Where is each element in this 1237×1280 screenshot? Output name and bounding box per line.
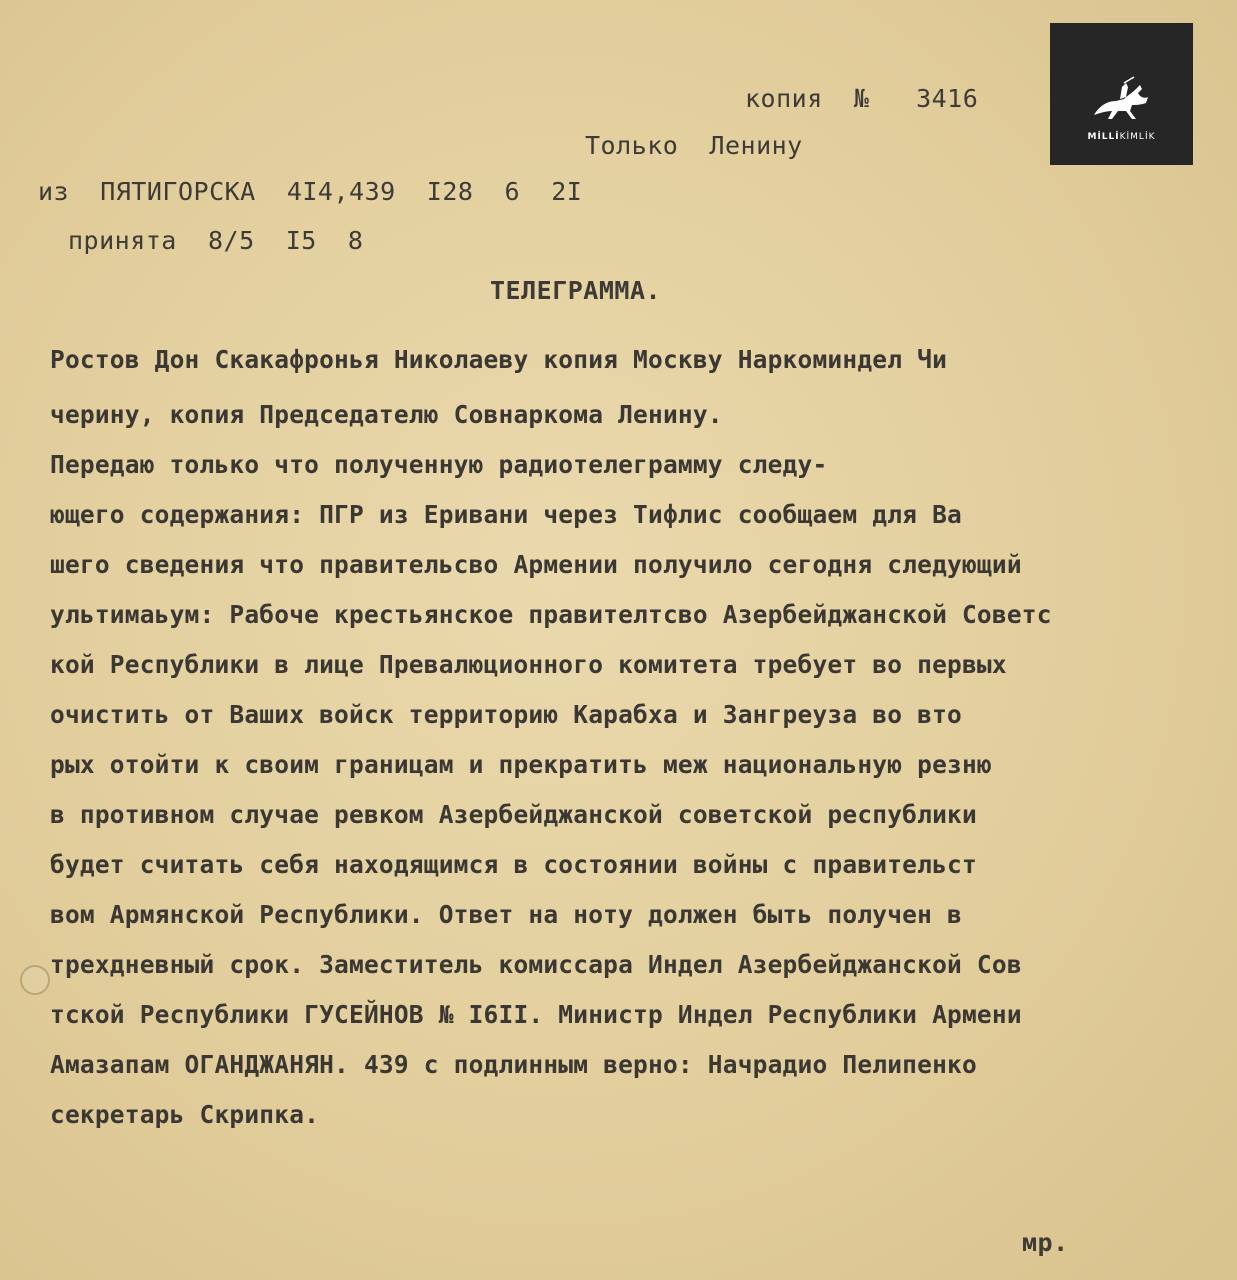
- body-line: Ростов Дон Скакафронья Николаеву копия Москву Наркоминдел Чи: [50, 345, 948, 374]
- body-line: кой Республики в лице Превалюционного комитета требует во первых: [50, 650, 1007, 679]
- body-line: рых отойти к своим границам и прекратить меж национальную резню: [50, 750, 992, 779]
- body-line: шего сведения что правительсво Армении получило сегодня следующий: [50, 550, 1022, 579]
- body-line: очистить от Ваших войск территорию Карабха и Зангреуза во вто: [50, 700, 962, 729]
- body-line: Передаю только что полученную радиотелеграмму следу-: [50, 450, 828, 479]
- body-line: ультимаьум: Рабоче крестьянское правителтсво Азербейджанской Советс: [50, 600, 1052, 629]
- body-line: тской Республики ГУСЕЙНОВ № I6II. Министр Индел Республики Армени: [50, 1000, 1022, 1029]
- origin-line: из ПЯТИГОРСКА 4I4,439 I28 6 2I: [38, 177, 583, 206]
- logo-text: MİLLİKİMLİK: [1087, 132, 1156, 142]
- addressee: Только Ленину: [585, 131, 803, 160]
- milli-kimlik-logo: [1050, 23, 1193, 165]
- body-line: ющего содержания: ПГР из Еривани через Тифлис сообщаем для Ва: [50, 500, 962, 529]
- telegram-title: ТЕЛЕГРАММА.: [490, 276, 662, 305]
- horse-rider-icon: [1090, 75, 1152, 125]
- initials: мр.: [1022, 1228, 1069, 1257]
- body-line: черину, копия Председателю Совнаркома Ленину.: [50, 400, 723, 429]
- body-line: будет считать себя находящимся в состоянии войны с правительст: [50, 850, 977, 879]
- punch-hole: [20, 965, 50, 995]
- body-line: трехдневный срок. Заместитель комиссара Индел Азербейджанской Сов: [50, 950, 1022, 979]
- copy-number: копия № 3416: [745, 84, 979, 113]
- body-line: в противном случае ревком Азербейджанской советской республики: [50, 800, 977, 829]
- received-line: принята 8/5 I5 8: [68, 226, 364, 255]
- body-line: вом Армянской Республики. Ответ на ноту должен быть получен в: [50, 900, 962, 929]
- body-line: секретарь Скрипка.: [50, 1100, 320, 1129]
- body-line: Амазапам ОГАНДЖАНЯН. 439 с подлинным верно: Начрадио Пелипенко: [50, 1050, 977, 1079]
